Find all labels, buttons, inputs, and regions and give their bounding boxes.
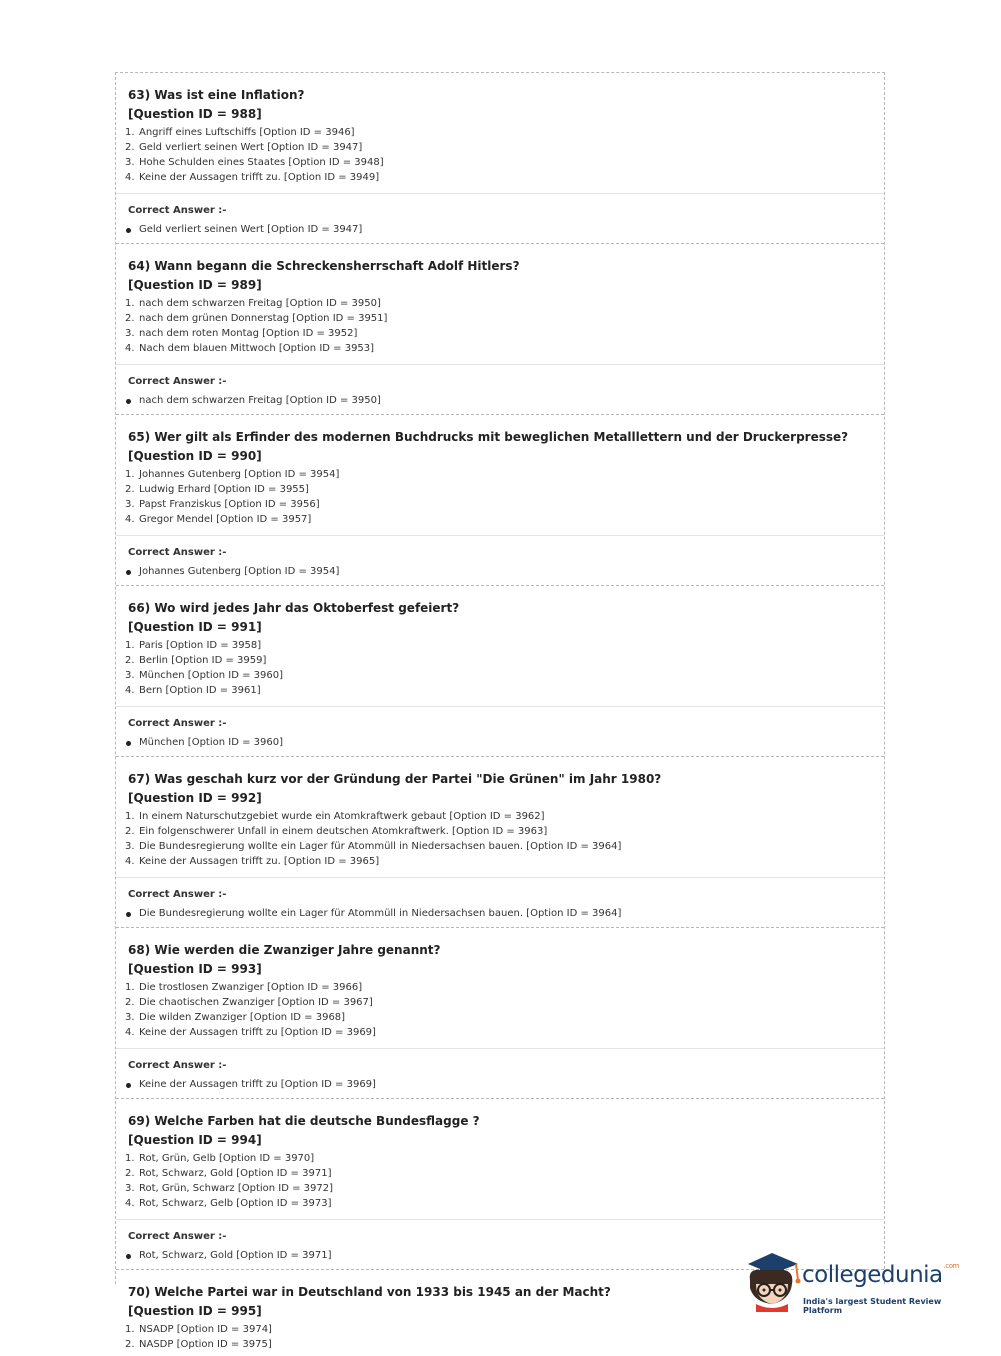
correct-answer: Rot, Schwarz, Gold [Option ID = 3971] [125,1249,872,1263]
option-item: 1. Paris [Option ID = 3958] [125,640,262,651]
option-list [125,809,872,869]
option-item: 1. Angriff eines Luftschiffs [Option ID = 3946] [125,127,355,138]
option-item: 1. NSADP [Option ID = 3974] [125,1324,272,1335]
bullet-icon [126,570,131,575]
bullet-icon [126,1083,131,1088]
question-block-66 [116,586,884,757]
correct-answer: München [Option ID = 3960] [125,736,872,750]
option-item: 3. Die Bundesregierung wollte ein Lager für Atommüll in Niedersachsen bauen. [Option ID = 3964] [125,841,622,852]
option-item: 2. Berlin [Option ID = 3959] [125,655,267,666]
answer-label: Correct Answer :- [128,718,227,729]
option-item: 2. NASDP [Option ID = 3975] [125,1339,272,1350]
option-item: 2. Ein folgenschwerer Unfall in einem deutschen Atomkraftwerk. [Option ID = 3963] [125,826,548,837]
logo-tagline: India's largest Student Review Platform [803,1297,942,1315]
question-title: 65) Wer gilt als Erfinder des modernen Buchdrucks mit beweglichen Metalllettern und der Druckerpresse? [128,430,849,444]
question-title: 68) Wie werden die Zwanziger Jahre genannt? [128,943,441,957]
question-block-67 [116,757,884,928]
question-id: [Question ID = 989] [128,278,262,292]
question-block-69 [116,1099,884,1270]
bullet-icon [126,741,131,746]
option-item: 2. Rot, Schwarz, Gold [Option ID = 3971] [125,1168,332,1179]
answer-label: Correct Answer :- [128,1231,227,1242]
answer-label: Correct Answer :- [128,1060,227,1071]
correct-answer: Geld verliert seinen Wert [Option ID = 3947] [125,223,872,237]
option-item: 4. Keine der Aussagen trifft zu. [Option ID = 3965] [125,856,380,867]
option-item: 4. Keine der Aussagen trifft zu [Option ID = 3969] [125,1027,376,1038]
bullet-icon [126,228,131,233]
answer-label: Correct Answer :- [128,547,227,558]
bullet-icon [126,399,131,404]
option-item: 2. nach dem grünen Donnerstag [Option ID = 3951] [125,313,388,324]
option-item: 2. Geld verliert seinen Wert [Option ID = 3947] [125,142,363,153]
answer-label: Correct Answer :- [128,376,227,387]
option-item: 2. Die chaotischen Zwanziger [Option ID = 3967] [125,997,373,1008]
bullet-icon [126,1254,131,1259]
question-id: [Question ID = 992] [128,791,262,805]
question-title: 63) Was ist eine Inflation? [128,88,305,102]
option-item: 4. Gregor Mendel [Option ID = 3957] [125,514,312,525]
option-list [125,467,872,527]
correct-answer: nach dem schwarzen Freitag [Option ID = 3950] [125,394,872,408]
question-title: 70) Welche Partei war in Deutschland von 1933 bis 1945 an der Macht? [128,1285,611,1299]
option-list [125,638,872,698]
option-list [125,1151,872,1211]
question-title: 69) Welche Farben hat die deutsche Bundesflagge ? [128,1114,480,1128]
question-id: [Question ID = 988] [128,107,262,121]
question-id: [Question ID = 994] [128,1133,262,1147]
answer-section [116,193,884,243]
correct-answer: Die Bundesregierung wollte ein Lager für Atommüll in Niedersachsen bauen. [Option ID = 3964] [125,907,872,921]
option-list [125,125,872,185]
option-item: 3. München [Option ID = 3960] [125,670,283,681]
correct-answer: Johannes Gutenberg [Option ID = 3954] [125,565,872,579]
answer-label: Correct Answer :- [128,889,227,900]
correct-answer: Keine der Aussagen trifft zu [Option ID = 3969] [125,1078,872,1092]
question-id: [Question ID = 993] [128,962,262,976]
question-id: [Question ID = 991] [128,620,262,634]
option-item: 1. Rot, Grün, Gelb [Option ID = 3970] [125,1153,315,1164]
bullet-icon [126,912,131,917]
answer-section [116,364,884,414]
option-list [125,1322,872,1352]
answer-section [116,535,884,585]
option-item: 3. Rot, Grün, Schwarz [Option ID = 3972] [125,1183,334,1194]
option-item: 4. Keine der Aussagen trifft zu. [Option ID = 3949] [125,172,380,183]
option-item: 1. Die trostlosen Zwanziger [Option ID = 3966] [125,982,363,993]
answer-section [116,1048,884,1098]
option-item: 3. Hohe Schulden eines Staates [Option ID = 3948] [125,157,384,168]
question-id: [Question ID = 995] [128,1304,262,1318]
option-item: 3. nach dem roten Montag [Option ID = 3952] [125,328,358,339]
question-block-64 [116,244,884,415]
option-item: 1. Johannes Gutenberg [Option ID = 3954] [125,469,340,480]
option-list [125,980,872,1040]
question-block-65 [116,415,884,586]
option-list [125,296,872,356]
answer-section [116,877,884,927]
answer-section [116,706,884,756]
option-item: 2. Ludwig Erhard [Option ID = 3955] [125,484,309,495]
question-id: [Question ID = 990] [128,449,262,463]
question-block-63 [116,73,884,244]
question-block-68 [116,928,884,1099]
logo-wordmark: collegedunia$^{.com}$ [802,1262,959,1288]
option-item: 1. In einem Naturschutzgebiet wurde ein Atomkraftwerk gebaut [Option ID = 3962] [125,811,545,822]
collegedunia-logo [742,1250,972,1314]
question-title: 66) Wo wird jedes Jahr das Oktoberfest gefeiert? [128,601,460,615]
option-item: 3. Papst Franziskus [Option ID = 3956] [125,499,320,510]
student-mascot-icon [742,1250,802,1312]
option-item: 4. Bern [Option ID = 3961] [125,685,261,696]
option-item: 1. nach dem schwarzen Freitag [Option ID = 3950] [125,298,381,309]
option-item: 4. Nach dem blauen Mittwoch [Option ID = 3953] [125,343,375,354]
option-item: 4. Rot, Schwarz, Gelb [Option ID = 3973] [125,1198,332,1209]
question-title: 64) Wann begann die Schreckensherrschaft Adolf Hitlers? [128,259,520,273]
question-title: 67) Was geschah kurz vor der Gründung der Partei "Die Grünen" im Jahr 1980? [128,772,662,786]
answer-label: Correct Answer :- [128,205,227,216]
option-item: 3. Die wilden Zwanziger [Option ID = 3968] [125,1012,346,1023]
